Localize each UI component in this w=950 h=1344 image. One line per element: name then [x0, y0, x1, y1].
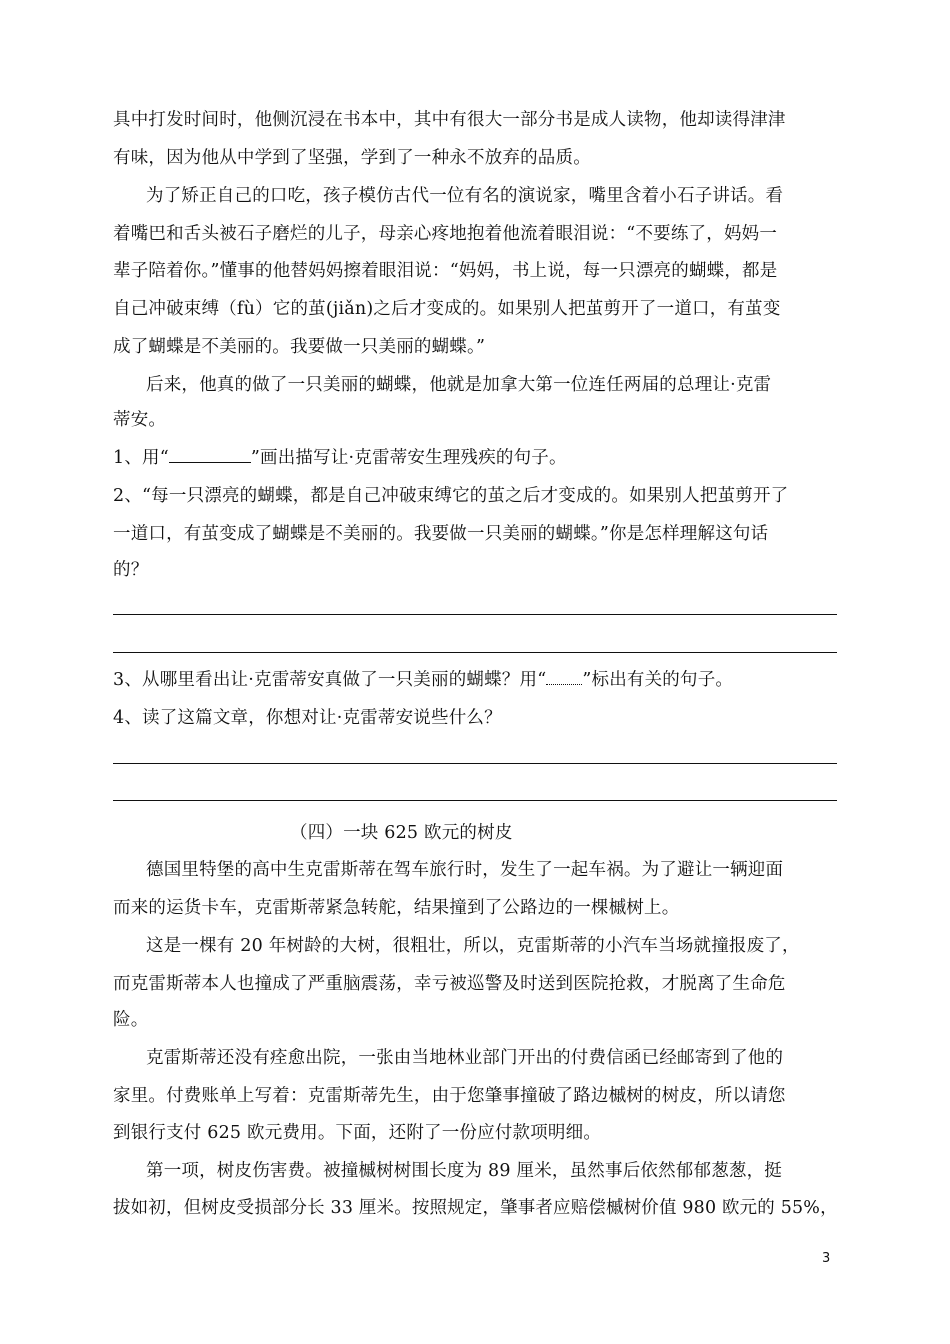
question-2-line: 的？ — [113, 560, 149, 580]
text-line: 着嘴巴和舌头被石子磨烂的儿子，母亲心疼地抱着他流着眼泪说：“不要练了，妈妈一 — [113, 224, 778, 244]
question-1-suffix: ”画出描写让·克雷蒂安生理残疾的句子。 — [250, 448, 567, 468]
answer-line[interactable] — [113, 763, 837, 764]
text-line: 到银行支付 625 欧元费用。下面，还附了一份应付款项明细。 — [113, 1123, 602, 1143]
section-title: （四）一块 625 欧元的树皮 — [290, 823, 513, 843]
text-line: 蒂安。 — [113, 410, 167, 430]
question-3-prefix: 3、从哪里看出让·克雷蒂安真做了一只美丽的蝴蝶？用“ — [113, 670, 547, 690]
answer-line[interactable] — [113, 800, 837, 801]
answer-line[interactable] — [113, 614, 837, 615]
text-line: 后来，他真的做了一只美丽的蝴蝶，他就是加拿大第一位连任两届的总理让·克雷 — [146, 375, 772, 395]
text-line: 辈子陪着你。”懂事的他替妈妈擦着眼泪说：“妈妈，书上说，每一只漂亮的蝴蝶，都是 — [113, 261, 778, 281]
question-4: 4、读了这篇文章，你想对让·克雷蒂安说些什么？ — [113, 708, 502, 728]
text-line: 家里。付费账单上写着：克雷斯蒂先生，由于您肇事撞破了路边槭树的树皮，所以请您 — [113, 1086, 786, 1106]
answer-line[interactable] — [113, 652, 837, 653]
question-2-line: 2、“每一只漂亮的蝴蝶，都是自己冲破束缚它的茧之后才变成的。如果别人把茧剪开了 — [113, 486, 789, 506]
question-2-line: 一道口，有茧变成了蝴蝶是不美丽的。我要做一只美丽的蝴蝶。”你是怎样理解这句话 — [113, 524, 769, 544]
question-3-suffix: ”标出有关的句子。 — [582, 670, 734, 690]
text-line: 自己冲破束缚（fù）它的茧(jiǎn)之后才变成的。如果别人把茧剪开了一道口，有茧变 — [113, 299, 781, 319]
text-line: 这是一棵有 20 年树龄的大树，很粗壮，所以，克雷斯蒂的小汽车当场就撞报废了， — [146, 936, 800, 956]
question-1-prefix: 1、用“ — [113, 448, 169, 468]
text-line: 克雷斯蒂还没有痊愈出院，一张由当地林业部门开出的付费信函已经邮寄到了他的 — [146, 1048, 784, 1068]
text-line: 为了矫正自己的口吃，孩子模仿古代一位有名的演说家，嘴里含着小石子讲话。看 — [146, 186, 784, 206]
text-line: 具中打发时间时，他侧沉浸在书本中，其中有很大一部分书是成人读物，他却读得津津 — [113, 110, 786, 130]
underline-blank — [169, 448, 251, 463]
wavy-underline-blank — [546, 670, 582, 685]
question-3 — [113, 668, 733, 692]
page-number: 3 — [822, 1251, 831, 1266]
text-line: 而克雷斯蒂本人也撞成了严重脑震荡，幸亏被巡警及时送到医院抢救，才脱离了生命危 — [113, 974, 786, 994]
text-line: 险。 — [113, 1010, 149, 1030]
text-line: 德国里特堡的高中生克雷斯蒂在驾车旅行时，发生了一起车祸。为了避让一辆迎面 — [146, 860, 784, 880]
text-line: 有味，因为他从中学到了坚强，学到了一种永不放弃的品质。 — [113, 148, 591, 168]
question-1 — [113, 446, 567, 470]
text-line: 第一项，树皮伤害费。被撞槭树树围长度为 89 厘米，虽然事后依然郁郁葱葱，挺 — [146, 1161, 782, 1181]
text-line: 拔如初，但树皮受损部分长 33 厘米。按照规定，肇事者应赔偿槭树价值 980 欧元的 55%， — [113, 1198, 838, 1218]
text-line: 成了蝴蝶是不美丽的。我要做一只美丽的蝴蝶。” — [113, 337, 486, 357]
text-line: 而来的运货卡车，克雷斯蒂紧急转舵，结果撞到了公路边的一棵槭树上。 — [113, 898, 680, 918]
